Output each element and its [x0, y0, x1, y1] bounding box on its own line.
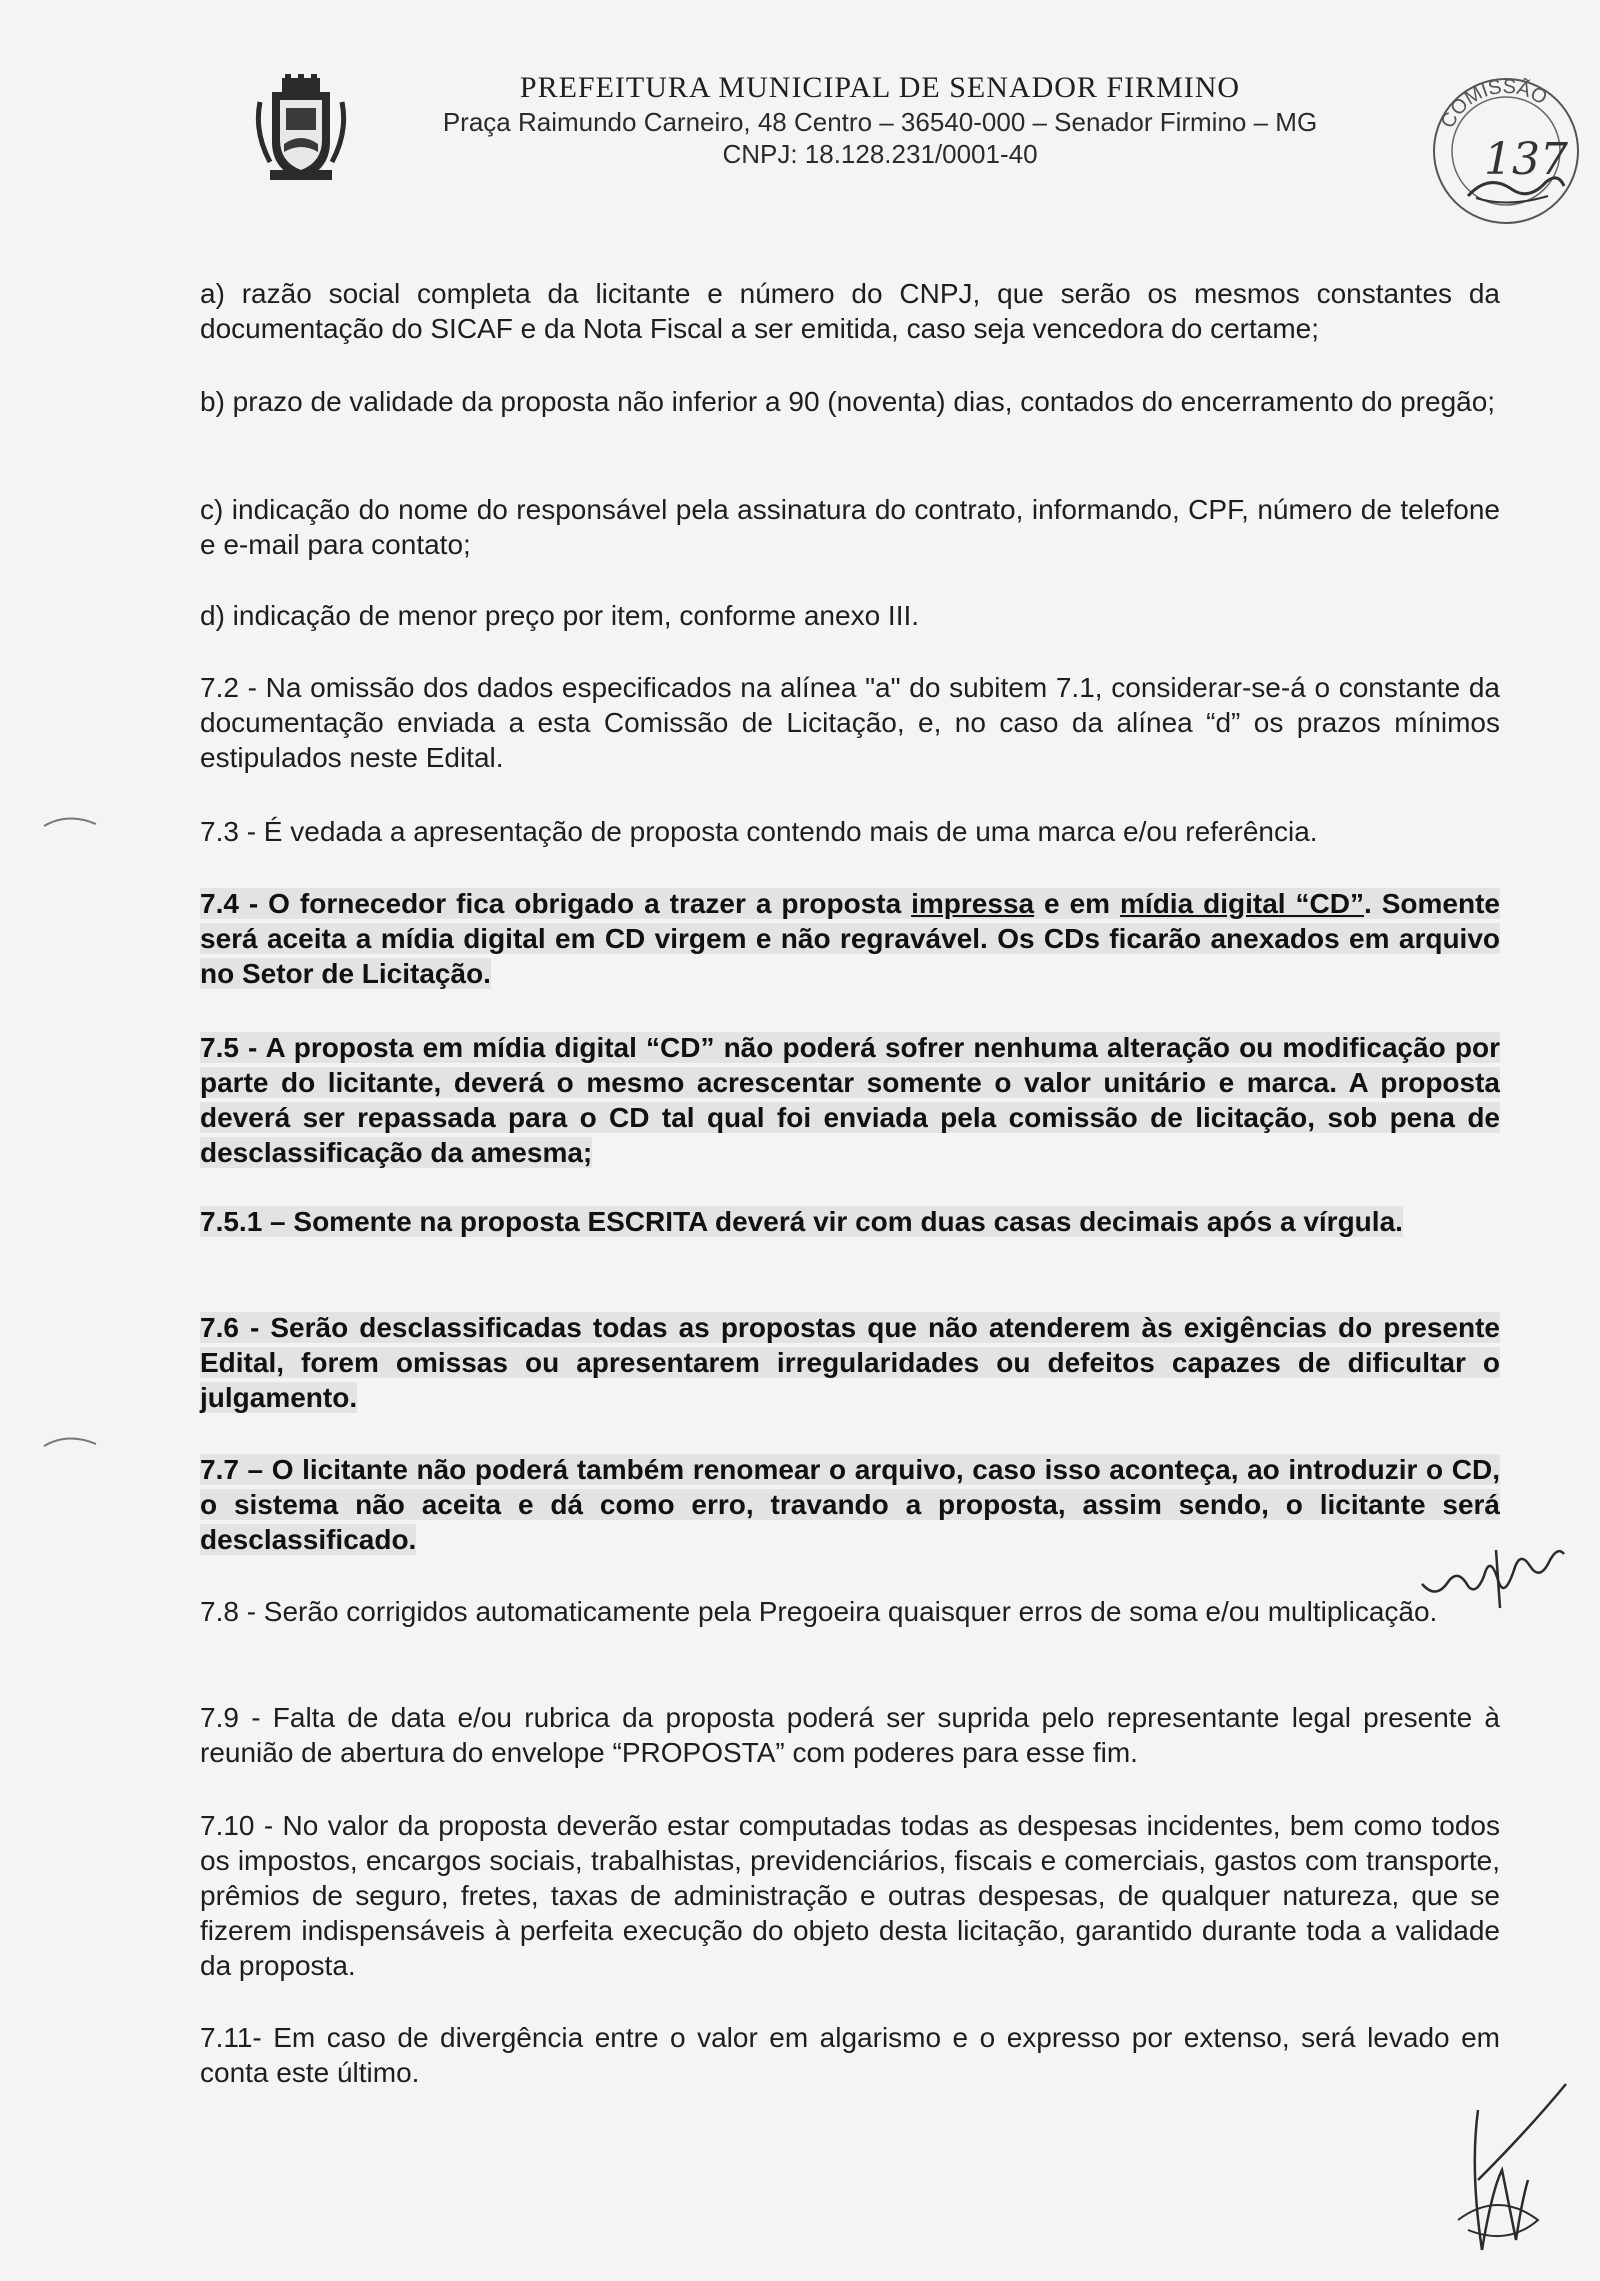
clause-7-4-part2: e em — [1034, 888, 1121, 919]
margin-mark — [40, 1430, 100, 1450]
letterhead — [400, 70, 1360, 170]
clause-7-3: 7.3 - É vedada a apresentação de proposta contendo mais de uma marca e/ou referência. — [200, 816, 1318, 847]
clause-7-7 — [200, 1452, 1500, 1557]
letterhead-address: Praça Raimundo Carneiro, 48 Centro – 36540-000 – Senador Firmino – MG — [442, 107, 1318, 137]
handwritten-signature — [1418, 2070, 1568, 2260]
letterhead-title: PREFEITURA MUNICIPAL DE SENADOR FIRMINO — [519, 71, 1241, 104]
clause-7-2: 7.2 - Na omissão dos dados especificados na alínea "a" do subitem 7.1, considerar-se-á o constante da documentação enviada a esta Comissão de Licitação, e, no caso da alínea “d” os prazos mínimos estipulados neste Edital. — [200, 672, 1500, 773]
stamp-text: COMISSÃO — [1436, 75, 1551, 132]
commission-stamp — [1418, 56, 1588, 236]
clause-7-6-text: 7.6 - Serão desclassificadas todas as propostas que não atenderem às exigências do presente Edital, forem omissas ou apresentarem irregularidades ou defeitos capazes de dificultar o julgamento. — [200, 1312, 1500, 1413]
letterhead-cnpj: CNPJ: 18.128.231/0001-40 — [722, 139, 1038, 169]
clause-7-9: 7.9 - Falta de data e/ou rubrica da proposta poderá ser suprida pelo representante legal presente à reunião de abertura do envelope “PROPOSTA” com poderes para esse fim. — [200, 1702, 1500, 1768]
clause-7-4-part1: 7.4 - O fornecedor fica obrigado a trazer a proposta — [200, 888, 912, 919]
item-c: c) indicação do nome do responsável pela assinatura do contrato, informando, CPF, número de telefone e e-mail para contato; — [200, 494, 1500, 560]
item-a: a) razão social completa da licitante e número do CNPJ, que serão os mesmos constantes da documentação do SICAF e da Nota Fiscal a ser emitida, caso seja vencedora do certame; — [200, 278, 1500, 344]
clause-7-5 — [200, 1030, 1500, 1170]
item-b: b) prazo de validade da proposta não inferior a 90 (noventa) dias, contados do encerramento do pregão; — [200, 386, 1496, 417]
municipal-crest-icon — [252, 72, 350, 184]
clause-7-4-underlined-cd: mídia digital “CD” — [1120, 888, 1364, 919]
clause-7-4-part3: . Somente será aceita a mídia digital em CD virgem e não regravável. Os CDs ficarão anexados em arquivo no Setor de Licitação. — [200, 888, 1500, 989]
clause-7-6 — [200, 1310, 1500, 1415]
clause-7-5-1-text: 7.5.1 – Somente na proposta ESCRITA deverá vir com duas casas decimais após a vírgula. — [200, 1206, 1403, 1237]
margin-mark — [40, 810, 100, 830]
clause-7-5-1 — [200, 1204, 1500, 1239]
clause-7-5-text: 7.5 - A proposta em mídia digital “CD” não poderá sofrer nenhuma alteração ou modificação por parte do licitante, deverá o mesmo acrescentar somente o valor unitário e marca. A proposta deverá ser repassada para o CD tal qual foi enviada pela comissão de licitação, sob pena de desclassificação da amesma; — [200, 1032, 1500, 1168]
clause-7-10: 7.10 - No valor da proposta deverão estar computadas todas as despesas incidentes, bem como todos os impostos, encargos sociais, trabalhistas, previdenciários, fiscais e comerciais, gastos com transporte, prêmios de seguro, fretes, taxas de administração e outras despesas, de qualquer natureza, que se fizerem indispensáveis à perfeita execução do objeto desta licitação, garantido durante toda a validade da proposta. — [200, 1810, 1500, 1981]
clause-7-7-text: 7.7 – O licitante não poderá também renomear o arquivo, caso isso aconteça, ao introduzir o CD, o sistema não aceita e dá como erro, travando a proposta, assim sendo, o licitante será desclassificado. — [200, 1454, 1500, 1555]
page-number: 137 — [1484, 134, 1568, 185]
clause-7-8: 7.8 - Serão corrigidos automaticamente pela Pregoeira quaisquer erros de soma e/ou multiplicação. — [200, 1596, 1438, 1627]
clause-7-4 — [200, 886, 1500, 991]
clause-7-11: 7.11- Em caso de divergência entre o valor em algarismo e o expresso por extenso, será levado em conta este último. — [200, 2022, 1500, 2088]
clause-7-4-underlined-impressa: impressa — [911, 888, 1035, 919]
item-d: d) indicação de menor preço por item, conforme anexo III. — [200, 600, 920, 631]
